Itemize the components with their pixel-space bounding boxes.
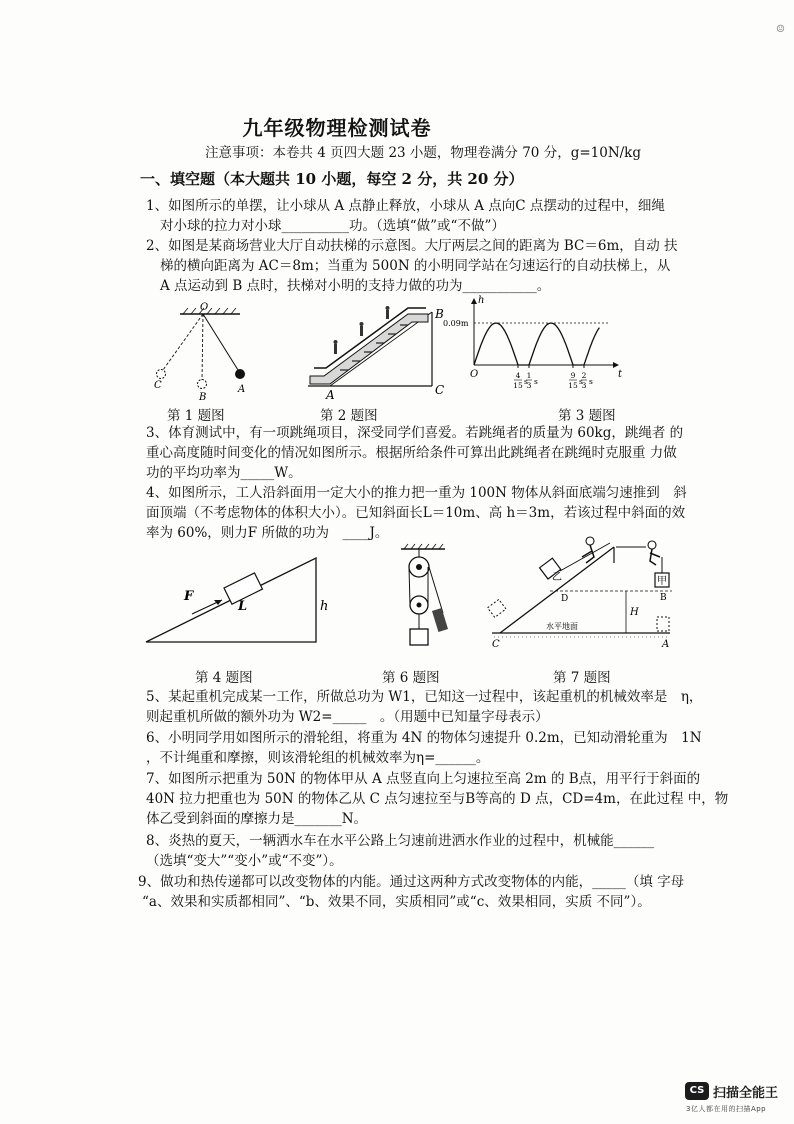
rope-yi [560,543,610,571]
height-curve [474,323,599,365]
label-h: h [320,599,329,614]
q2-line-3: A 点运动到 B 点时，扶梯对小明的支持力做的功为___________。 [160,278,551,294]
q4-line-1: 4、如图所示，工人沿斜面用一定大小的推力把一重为 100N 物体从斜面底端匀速推到 斜 [146,485,687,501]
label-jia: 甲 [657,576,667,587]
exam-title: 九年级物理检测试卷 [242,116,432,140]
svg-text:2: 2 [581,371,587,380]
svg-text:3: 3 [526,381,532,390]
pendulum-figure [145,300,265,404]
tick-2-3 [581,371,593,390]
string-b [202,314,203,380]
svg-text:3: 3 [581,381,587,390]
q9-line-2: “a、效果和实质都相同”、“b、效果不同，实质相同”或“c、效果相同，实质 不同”）。 [142,894,651,910]
rope-right [429,567,443,613]
person-right [648,541,660,565]
q1-line-1: 1、如图所示的单摆，让小球从 A 点静止释放，小球从 A 点向C 点摆动的过程中，细绳 [146,198,665,214]
fixed-axle [416,564,422,570]
y-axis-label: h [478,295,485,306]
q2-line-1: 2、如图是某商场营业大厅自动扶梯的示意图。大厅两层之间的距离为 BC＝6m，自动 扶 [146,238,678,254]
label-b: B [199,392,207,403]
incline-figure [140,552,340,646]
force-arrowhead [214,600,222,605]
object-yi-start [488,599,506,617]
ground-label: 水平地面 [546,622,578,631]
ball-c [157,370,166,379]
q3-line-2: 重心高度随时间变化的情况如图所示。根据所给条件可算出此跳绳者在跳绳时克服重 力做 [146,445,677,461]
svg-text:s: s [524,377,528,386]
label-l: L [238,599,248,614]
q2-line-2: 梯的横向距离为 AC＝8m；当重为 500N 的小明同学站在匀速运行的自动扶梯上，从 [160,258,671,274]
slope-line [330,312,432,386]
label-c: C [435,383,445,397]
fig4-caption: 第 4 题图 [195,670,253,686]
spring-scale [432,608,448,632]
label-c: C [154,380,162,391]
label-b: B [660,593,667,603]
fig3-caption: 第 3 题图 [558,408,616,424]
q7-line-1: 7、如图所示把重为 50N 的物体甲从 A 点竖直向上匀速拉至高 2m 的 B点，用平行于斜面的 [146,771,701,787]
people-on-escalator [334,306,390,354]
label-a: A [238,384,246,395]
escalator-figure [300,298,460,402]
fig6-caption: 第 6 题图 [382,670,440,686]
origin-label: O [470,369,479,380]
q8-line-1: 8、炎热的夏天，一辆洒水车在水平公路上匀速前进洒水作业的过程中，机械能______ [146,833,655,849]
peak-label: 0.09m [443,319,469,328]
corner-mark: ☺ [776,24,785,35]
two-objects-figure [486,535,676,653]
ball-b [198,380,207,389]
label-a: A [326,388,335,402]
object-jia-start [657,617,669,631]
rope-left [409,567,410,605]
fig2-caption: 第 2 题图 [320,408,378,424]
pulley-figure [395,543,455,655]
q7-line-3: 体乙受到斜面的摩擦力是_______N。 [146,811,368,827]
q7-line-2: 40N 拉力把重也为 50N 的物体乙从 C 点匀速拉至与B等高的 D 点，CD=4m，在此过程 中，物 [146,791,729,807]
q5-line-2: 则起重机所做的额外功为 W2=_____ 。（用题中已知量字母表示） [146,709,549,725]
label-b: B [435,307,444,321]
label-c: C [492,639,500,650]
q3-line-3: 功的平均功率为_____W。 [146,465,302,481]
q8-line-2: （选填“变大”“变小”或“不变”）。 [146,853,343,869]
incline-line [500,547,614,633]
scanner-logo-name: 扫描全能王 [713,1086,779,1101]
svg-text:1: 1 [526,371,532,380]
escalator-body [310,314,428,384]
movable-axle [417,603,422,608]
svg-text:s: s [589,377,593,386]
svg-text:4: 4 [515,371,521,380]
svg-text:15: 15 [513,381,523,390]
q3-line-1: 3、体育测试中，有一项跳绳项目，深受同学们喜爱。若跳绳者的质量为 60kg，跳绳者 的 [146,425,684,441]
label-o: O [200,302,209,313]
weight-block [410,629,428,645]
fig1-caption: 第 1 题图 [167,408,225,424]
scanner-logo-badge: CS [685,1082,709,1100]
q1-line-2: 对小球的拉力对小球__________功。（选填“做”或“不做”） [160,218,505,234]
person-left [582,537,594,563]
q6-line-2: ，不计绳重和摩擦，则该滑轮组的机械效率为η=______。 [146,750,490,766]
svg-text:s: s [534,377,538,386]
ceiling-hatch [183,308,236,314]
label-f: F [184,589,194,604]
label-h: H [630,607,639,618]
svg-text:9: 9 [570,371,576,380]
fig7-caption: 第 7 题图 [553,670,611,686]
svg-text:15: 15 [568,381,578,390]
q9-line-1: 9、做功和热传递都可以改变物体的内能。通过这两种方式改变物体的内能，_____（填 字母 [138,874,685,890]
q4-line-2: 面顶端（不考虑物体的体积大小）。已知斜面长L＝10m、高 h＝3m，若该过程中斜面的效 [146,505,686,521]
section-heading: 一、填空题（本大题共 10 小题，每空 2 分，共 20 分） [140,170,524,188]
label-yi: 乙 [552,572,562,583]
label-a: A [662,639,670,650]
jump-rope-chart [443,293,626,401]
x-axis-label: t [618,369,623,380]
q5-line-1: 5、某起重机完成某一工作，所做总功为 W1，已知这一过程中，该起重机的机械效率是 η， [146,689,703,705]
scanner-logo-tagline: 3亿人都在用的扫描App [686,1105,767,1113]
notice-line: 注意事项：本卷共 4 页四大题 23 小题，物理卷满分 70 分，g=10N/kg [205,145,642,161]
svg-text:s: s [579,377,583,386]
tick-1-3 [526,371,538,390]
q6-line-1: 6、小明同学用如图所示的滑轮组，将重为 4N 的物体匀速提升 0.2m，已知动滑轮重为 1N [146,730,702,746]
label-d: D [561,594,569,604]
x-tick-labels [513,371,593,390]
ball-a [235,369,245,379]
string-a [203,314,238,370]
q4-line-3: 率为 60%，则力F 所做的功为 ____J。 [146,525,389,541]
string-c [163,314,203,370]
